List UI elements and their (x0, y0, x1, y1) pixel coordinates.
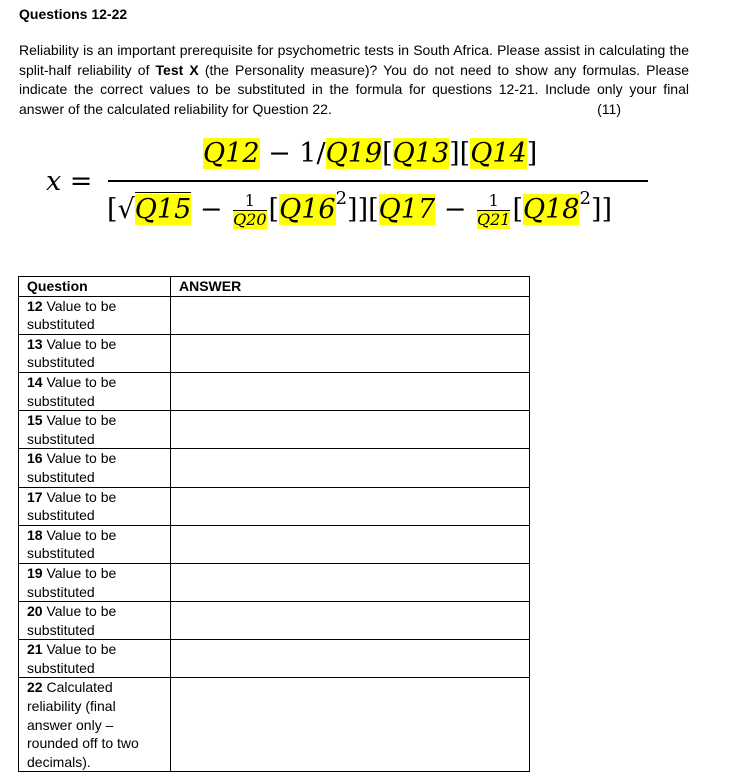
question-label: Value to be substituted (27, 373, 117, 409)
instructions-text-1: Reliability is an important prerequisite for psychometric tests in South Africa. Please assist in calculating the split-half reliability of (19, 42, 689, 78)
question-number: 21 (27, 641, 43, 658)
header-question: Question (19, 277, 171, 297)
question-label: Value to be substituted (27, 450, 117, 485)
question-cell (19, 602, 171, 640)
reliability-formula (0, 130, 733, 240)
question-number: 15 (27, 412, 43, 429)
question-label: Value to be substituted (27, 603, 117, 638)
question-label: Value to be substituted (27, 488, 117, 524)
exponent-q18: 2 (579, 188, 591, 209)
placeholder-q17: Q17 (378, 194, 436, 225)
table-header-row (19, 277, 530, 297)
answer-cell[interactable] (171, 411, 530, 449)
placeholder-q13: Q13 (392, 138, 450, 169)
answer-cell[interactable] (171, 678, 530, 772)
table-row (19, 640, 530, 678)
answer-cell[interactable] (171, 602, 530, 640)
question-number: 18 (27, 526, 43, 543)
question-cell (19, 678, 171, 772)
question-cell (19, 487, 171, 525)
question-number: 12 (27, 297, 43, 314)
question-cell (19, 525, 171, 563)
table-row (19, 602, 530, 640)
question-number: 16 (27, 450, 43, 467)
table-row (19, 372, 530, 410)
placeholder-q18: Q18 (522, 194, 580, 225)
formula-numerator: Q12 − 1/Q19[Q13][Q14] (203, 138, 538, 169)
one-over-q21-num: 1 (477, 192, 510, 211)
answer-cell[interactable] (171, 563, 530, 601)
question-label: Value to be substituted (27, 297, 117, 333)
placeholder-q14: Q14 (470, 138, 527, 169)
formula-denominator: [√Q15 − $\frac{1}{Q20}$ $[Q16^2]][Q17$ − $\frac{1}{Q21}$ $[Q18^2]$] (107, 188, 613, 229)
instructions-text-2: (the Personality measure)? You do not need to show any formulas. Please indicate the correct values to be substituted in the formula for questions 12-21. Include only your final answer of the calculated reliability for Question 22. (19, 61, 689, 117)
placeholder-q12: Q12 (203, 138, 260, 169)
question-label: Value to be substituted (27, 526, 117, 562)
question-label: Value to be substituted (27, 335, 117, 371)
marks-total: (11) (597, 100, 621, 117)
question-cell (19, 411, 171, 449)
table-row (19, 487, 530, 525)
instructions-paragraph (19, 41, 689, 119)
minus-one-over: − 1/ (259, 138, 326, 169)
question-cell (19, 296, 171, 334)
answer-table (18, 276, 530, 772)
table-row (19, 334, 530, 372)
placeholder-q16: Q16 (279, 194, 336, 225)
one-over-q20-num: 1 (233, 192, 266, 211)
exponent-q16: 2 (335, 188, 348, 209)
table-row (19, 296, 530, 334)
question-number: 14 (27, 373, 43, 390)
question-cell (19, 640, 171, 678)
answer-cell[interactable] (171, 334, 530, 372)
question-number: 17 (27, 488, 43, 505)
fraction-bar (108, 180, 648, 182)
question-label: Calculated reliability (final answer only – rounded off to two decimals). (27, 679, 139, 770)
question-number: 13 (27, 335, 43, 352)
placeholder-q21: Q21 (476, 210, 511, 229)
question-number: 20 (27, 603, 43, 620)
question-number: 22 (27, 679, 43, 696)
table-row (19, 563, 530, 601)
question-cell (19, 334, 171, 372)
test-name: Test X (155, 61, 199, 78)
question-cell (19, 372, 171, 410)
table-row (19, 411, 530, 449)
formula-lhs: x = (46, 166, 93, 197)
answer-cell[interactable] (171, 449, 530, 487)
answer-cell[interactable] (171, 525, 530, 563)
answer-cell[interactable] (171, 372, 530, 410)
placeholder-q20: Q20 (233, 210, 267, 229)
question-cell (19, 449, 171, 487)
table-row (19, 678, 530, 772)
question-label: Value to be substituted (27, 564, 117, 600)
placeholder-q15: Q15 (134, 194, 192, 225)
answer-cell[interactable] (171, 296, 530, 334)
question-number: 19 (27, 564, 43, 581)
answer-cell[interactable] (171, 487, 530, 525)
answer-cell[interactable] (171, 640, 530, 678)
section-heading: Questions 12-22 (19, 6, 128, 22)
table-row (19, 449, 530, 487)
question-label: Value to be substituted (27, 412, 117, 447)
placeholder-q19: Q19 (325, 138, 383, 169)
question-label: Value to be substituted (27, 641, 117, 676)
question-cell (19, 563, 171, 601)
header-answer: ANSWER (171, 277, 530, 297)
table-row (19, 525, 530, 563)
